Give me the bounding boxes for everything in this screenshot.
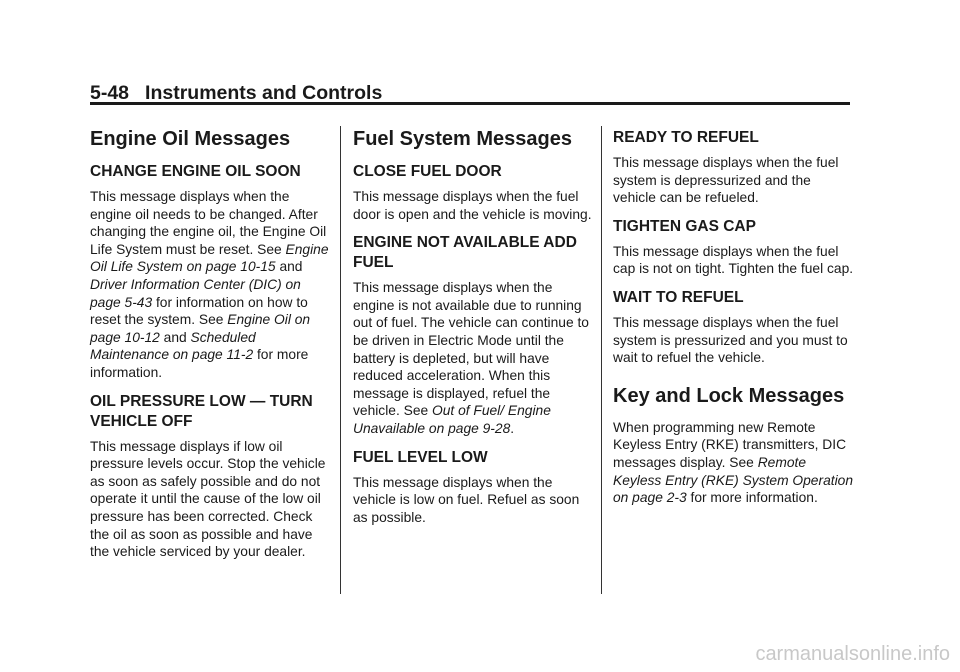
watermark: carmanualsonline.info [755,643,950,665]
heading-change-engine-oil: CHANGE ENGINE OIL SOON [90,163,301,180]
xref-dic[interactable]: Driver Information Center (DIC) on page 5-43 [90,276,301,310]
heading-oil-pressure-low: OIL PRESSURE LOW — TURN VEHICLE OFF [90,392,313,430]
xref-rke-system[interactable]: Remote Keyless Entry (RKE) System Operation on page 2-3 [613,454,853,506]
paragraph-engine-not-available: This message displays when the engine is not available due to running out of fuel. The vehicle can continue to be driven in Electric Mode until the battery is depleted, but will have reduced acceleration. When this message is displayed, refuel the vehicle. See Out of Fuel/ Engine Unavailable on page 9-28. [353,280,589,436]
paragraph-ready-to-refuel: This message displays when the fuel system is depressurized and the vehicle can be refueled. [613,155,839,206]
heading-wait-to-refuel: WAIT TO REFUEL [613,288,744,306]
column-divider-1 [340,126,341,594]
chapter-title: Instruments and Controls [145,82,383,104]
section-title-engine-oil: Engine Oil Messages [90,128,291,150]
column-divider-2 [601,126,602,594]
heading-fuel-level-low: FUEL LEVEL LOW [353,448,488,466]
column-2 [353,124,595,536]
section-title-key-lock: Key and Lock Messages [613,384,845,407]
paragraph-wait-to-refuel: This message displays when the fuel system is pressurized and you must to wait to refuel the vehicle. [613,314,848,366]
column-1 [90,124,332,571]
xref-scheduled-maintenance[interactable]: Scheduled Maintenance on page 11-2 [90,329,256,363]
paragraph-fuel-level-low: This message displays when the vehicle is low on fuel. Refuel as soon as possible. [353,474,580,525]
paragraph-oil-pressure-low: This message displays if low oil pressure levels occur. Stop the vehicle as soon as safely possible and do not operate it until the cause of the low oil pressure has been corrected. Check the oil as soon as possible and have the vehicle serviced by your dealer. [90,438,326,560]
heading-tighten-gas-cap: TIGHTEN GAS CAP [613,217,756,235]
heading-engine-not-available: ENGINE NOT AVAILABLE ADD FUEL [353,234,577,272]
paragraph-close-fuel-door: This message displays when the fuel door is open and the vehicle is moving. [353,189,592,222]
paragraph-key-lock: When programming new Remote Keyless Entry (RKE) transmitters, DIC messages display. See Remote Keyless Entry (RKE) System Operation on page 2-3 for more information. [613,419,853,506]
column-3 [613,128,855,517]
page-number: 5-48 [90,82,130,104]
xref-engine-oil[interactable]: Engine Oil on page 10-12 [90,312,311,345]
header-rule [90,102,850,105]
paragraph-tighten-gas-cap: This message displays when the fuel cap is not on tight. Tighten the fuel cap. [613,243,854,277]
paragraph-change-engine-oil: This message displays when the engine oil needs to be changed. After changing the engine oil, the Engine Oil Life System must be reset. See Engine Oil Life System on page 10-15 and Driver Information Center (DIC) on page 5-43 for information on how to reset the system. See Engine Oil on page 10-12 and Scheduled Maintenance on page 11-2 for more information. [90,189,329,380]
section-title-fuel-system: Fuel System Messages [353,128,572,150]
xref-oil-life-system[interactable]: Engine Oil Life System on page 10-15 [90,241,329,275]
xref-out-of-fuel[interactable]: Out of Fuel/ Engine Unavailable on page 9-28 [353,403,551,436]
heading-ready-to-refuel: READY TO REFUEL [613,129,759,146]
heading-close-fuel-door: CLOSE FUEL DOOR [353,163,502,180]
